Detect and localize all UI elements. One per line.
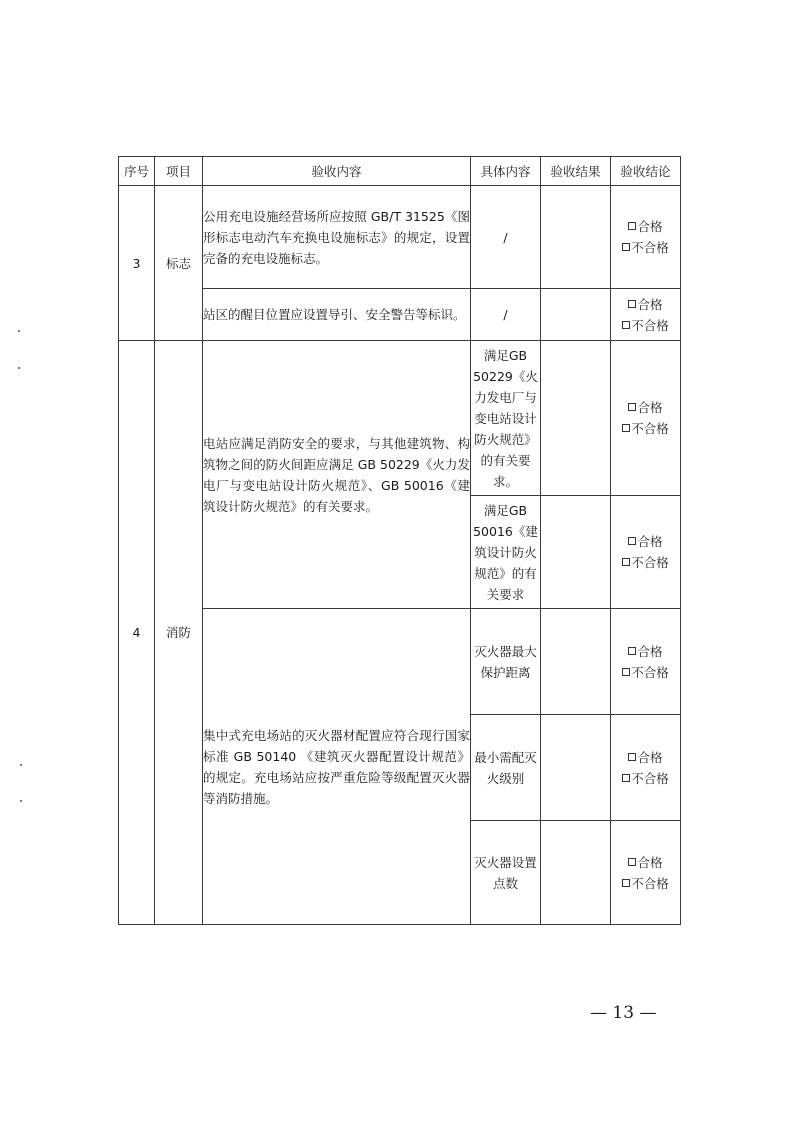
fail-option[interactable]: 不合格 bbox=[611, 237, 680, 258]
result-cell[interactable] bbox=[541, 186, 611, 289]
checkbox-icon[interactable] bbox=[628, 753, 636, 761]
checkbox-icon[interactable] bbox=[628, 537, 636, 545]
table-row bbox=[119, 186, 681, 289]
pass-option[interactable]: 合格 bbox=[611, 747, 680, 768]
table-row bbox=[119, 341, 681, 496]
checkbox-icon[interactable] bbox=[622, 668, 630, 676]
checkbox-icon[interactable] bbox=[622, 879, 630, 887]
content-cell: 电站应满足消防安全的要求，与其他建筑物、构筑物之间的防火间距应满足 GB 50229《火力发电厂与变电站设计防火规范》、GB 50016《建筑设计防火规范》的有关要求。 bbox=[203, 341, 471, 609]
checkbox-icon[interactable] bbox=[628, 222, 636, 230]
item-cell: 消防 bbox=[155, 341, 203, 925]
fail-option[interactable]: 不合格 bbox=[611, 873, 680, 894]
acceptance-table bbox=[118, 156, 681, 925]
detail-cell: 满足GB 50229《火力发电厂与变电站设计防火规范》的有关要求。 bbox=[471, 341, 541, 496]
pass-option[interactable]: 合格 bbox=[611, 216, 680, 237]
detail-cell: 灭火器设置点数 bbox=[471, 821, 541, 925]
table-row bbox=[119, 289, 681, 341]
table-row bbox=[119, 609, 681, 715]
conclusion-cell bbox=[611, 496, 681, 609]
pass-option[interactable]: 合格 bbox=[611, 397, 680, 418]
result-cell[interactable] bbox=[541, 289, 611, 341]
margin-mark bbox=[18, 330, 20, 332]
page-number: — 13 — bbox=[590, 1003, 657, 1023]
item-cell: 标志 bbox=[155, 186, 203, 341]
conclusion-cell bbox=[611, 289, 681, 341]
detail-cell: 满足GB 50016《建筑设计防火规范》的有关要求 bbox=[471, 496, 541, 609]
checkbox-icon[interactable] bbox=[622, 321, 630, 329]
fail-option[interactable]: 不合格 bbox=[611, 552, 680, 573]
result-cell[interactable] bbox=[541, 715, 611, 821]
result-cell[interactable] bbox=[541, 496, 611, 609]
checkbox-icon[interactable] bbox=[628, 647, 636, 655]
fail-option[interactable]: 不合格 bbox=[611, 315, 680, 336]
checkbox-icon[interactable] bbox=[622, 243, 630, 251]
header-seq: 序号 bbox=[119, 157, 155, 186]
seq-cell: 4 bbox=[119, 341, 155, 925]
conclusion-cell bbox=[611, 609, 681, 715]
conclusion-cell bbox=[611, 341, 681, 496]
conclusion-cell bbox=[611, 186, 681, 289]
pass-option[interactable]: 合格 bbox=[611, 531, 680, 552]
pass-option[interactable]: 合格 bbox=[611, 641, 680, 662]
pass-option[interactable]: 合格 bbox=[611, 852, 680, 873]
checkbox-icon[interactable] bbox=[628, 403, 636, 411]
result-cell[interactable] bbox=[541, 341, 611, 496]
content-cell: 站区的醒目位置应设置导引、安全警告等标识。 bbox=[203, 289, 471, 341]
conclusion-cell bbox=[611, 821, 681, 925]
fail-option[interactable]: 不合格 bbox=[611, 662, 680, 683]
result-cell[interactable] bbox=[541, 609, 611, 715]
detail-cell: 最小需配灭火级别 bbox=[471, 715, 541, 821]
header-result: 验收结果 bbox=[541, 157, 611, 186]
margin-mark bbox=[20, 800, 22, 802]
result-cell[interactable] bbox=[541, 821, 611, 925]
fail-option[interactable]: 不合格 bbox=[611, 768, 680, 789]
checkbox-icon[interactable] bbox=[622, 424, 630, 432]
margin-mark bbox=[20, 764, 22, 766]
conclusion-cell bbox=[611, 715, 681, 821]
checkbox-icon[interactable] bbox=[622, 774, 630, 782]
detail-cell: 灭火器最大保护距离 bbox=[471, 609, 541, 715]
header-detail: 具体内容 bbox=[471, 157, 541, 186]
content-cell: 公用充电设施经营场所应按照 GB/T 31525《图形标志电动汽车充换电设施标志》的规定，设置完备的充电设施标志。 bbox=[203, 186, 471, 289]
header-conclusion: 验收结论 bbox=[611, 157, 681, 186]
margin-mark bbox=[18, 367, 20, 369]
pass-option[interactable]: 合格 bbox=[611, 294, 680, 315]
table-header-row bbox=[119, 157, 681, 186]
header-item: 项目 bbox=[155, 157, 203, 186]
checkbox-icon[interactable] bbox=[628, 300, 636, 308]
seq-cell: 3 bbox=[119, 186, 155, 341]
detail-cell: / bbox=[471, 186, 541, 289]
content-cell: 集中式充电场站的灭火器材配置应符合现行国家标准 GB 50140 《建筑灭火器配置设计规范》的规定。充电场站应按严重危险等级配置灭火器等消防措施。 bbox=[203, 609, 471, 925]
checkbox-icon[interactable] bbox=[628, 858, 636, 866]
header-content: 验收内容 bbox=[203, 157, 471, 186]
detail-cell: / bbox=[471, 289, 541, 341]
fail-option[interactable]: 不合格 bbox=[611, 418, 680, 439]
checkbox-icon[interactable] bbox=[622, 558, 630, 566]
